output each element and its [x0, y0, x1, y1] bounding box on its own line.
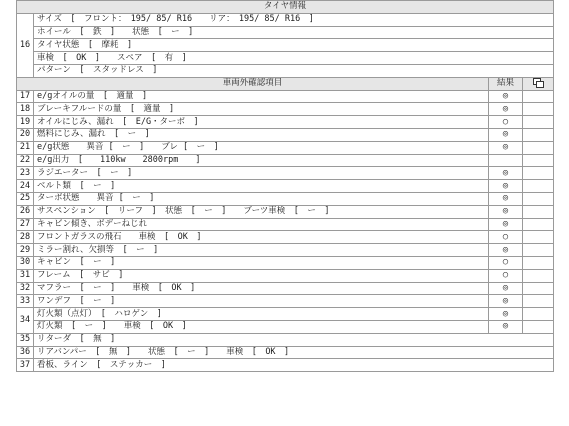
result-mark: ○ — [489, 256, 523, 269]
result-mark: ◎ — [489, 320, 523, 333]
tire-row — [17, 64, 554, 77]
blank-cell — [523, 218, 554, 231]
tire-condition-line: タイヤ状態 [ 摩耗 ] — [34, 39, 554, 52]
table-row — [17, 308, 554, 321]
tail-rows — [17, 333, 554, 371]
result-mark: ◎ — [489, 180, 523, 193]
blank-cell — [523, 256, 554, 269]
item-number: 24 — [17, 180, 34, 193]
tire-row — [17, 13, 554, 26]
item-number: 37 — [17, 359, 34, 372]
blank-cell — [523, 180, 554, 193]
table-row — [17, 256, 554, 269]
result-mark: ◎ — [489, 295, 523, 308]
item-text: 灯火類（点灯） [ ハロゲン ] — [34, 308, 489, 321]
table-row — [17, 103, 554, 116]
item-text: ワンデフ [ ー ] — [34, 295, 489, 308]
item-number: 27 — [17, 218, 34, 231]
item-number: 30 — [17, 256, 34, 269]
table-row — [17, 116, 554, 129]
table-row — [17, 180, 554, 193]
result-mark: ◎ — [489, 282, 523, 295]
item-number: 36 — [17, 346, 34, 359]
blank-cell — [523, 282, 554, 295]
table-row — [17, 333, 554, 346]
exterior-check-header — [17, 77, 554, 90]
exterior-check-title: 車両外確認項目 — [17, 77, 489, 90]
table-row — [17, 359, 554, 372]
item-text: 燃料にじみ、漏れ [ ー ] — [34, 128, 489, 141]
result-column-header: 結果 — [489, 77, 523, 90]
result-mark: ◎ — [489, 205, 523, 218]
item-text: オイルにじみ、漏れ [ E/G・ターボ ] — [34, 116, 489, 129]
blank-cell — [523, 308, 554, 321]
result-mark: ◎ — [489, 90, 523, 103]
item-text: サスペンション [ リーフ ] 状態 [ ー ] ブーツ車検 [ ー ] — [34, 205, 489, 218]
item-number: 23 — [17, 167, 34, 180]
blank-cell — [523, 141, 554, 154]
tire-row — [17, 39, 554, 52]
item-number: 17 — [17, 90, 34, 103]
blank-cell — [523, 116, 554, 129]
item-text: ブレーキフルードの量 [ 適量 ] — [34, 103, 489, 116]
result-mark: ◎ — [489, 308, 523, 321]
tire-size-line: サイズ [ フロント： 195/ 85/ R16 リア： 195/ 85/ R16 ] — [34, 13, 554, 26]
table-row — [17, 167, 554, 180]
result-mark: ◎ — [489, 103, 523, 116]
result-mark: ◎ — [489, 244, 523, 257]
blank-cell — [523, 103, 554, 116]
item-text: フレーム [ サビ ] — [34, 269, 489, 282]
result-mark: ◎ — [489, 218, 523, 231]
blank-cell — [523, 295, 554, 308]
table-row — [17, 90, 554, 103]
item-text: ターボ状態 異音 [ ー ] — [34, 192, 489, 205]
wheel-line: ホイール [ 鉄 ] 状態 [ ー ] — [34, 26, 554, 39]
item-number: 31 — [17, 269, 34, 282]
table-row — [17, 320, 554, 333]
table-row — [17, 269, 554, 282]
blank-cell — [523, 167, 554, 180]
result-mark: ◎ — [489, 141, 523, 154]
tire-item-number: 16 — [17, 13, 34, 77]
inspection-table — [16, 0, 554, 372]
blank-cell — [523, 192, 554, 205]
item-text: キャビン [ ー ] — [34, 256, 489, 269]
item-text: ラジエーター [ ー ] — [34, 167, 489, 180]
item-text: マフラー [ ー ] 車検 [ OK ] — [34, 282, 489, 295]
item-text: キャビン傾き、ボデーねじれ — [34, 218, 489, 231]
item-text: 灯火類 [ ー ] 車検 [ OK ] — [34, 320, 489, 333]
item-text: e/g状態 異音 [ ー ] ブレ [ ー ] — [34, 141, 489, 154]
item-number: 28 — [17, 231, 34, 244]
item-number: 35 — [17, 333, 34, 346]
item-text: ベルト類 [ ー ] — [34, 180, 489, 193]
copy-button[interactable] — [523, 77, 554, 90]
tire-row — [17, 26, 554, 39]
table-row — [17, 282, 554, 295]
inspection-spare-line: 車検 [ OK ] スペア [ 有 ] — [34, 52, 554, 65]
table-row — [17, 244, 554, 257]
result-mark: ◎ — [489, 192, 523, 205]
tire-info-header — [17, 1, 554, 14]
table-row — [17, 128, 554, 141]
copy-icon — [533, 78, 543, 87]
item-number: 34 — [17, 308, 34, 334]
check-rows — [17, 90, 554, 308]
inspection-sheet — [16, 0, 553, 372]
result-mark: ○ — [489, 269, 523, 282]
blank-cell — [523, 231, 554, 244]
item-number: 29 — [17, 244, 34, 257]
table-row — [17, 218, 554, 231]
result-mark: ◎ — [489, 167, 523, 180]
blank-cell — [523, 269, 554, 282]
blank-cell — [523, 128, 554, 141]
result-mark — [489, 154, 523, 167]
table-row — [17, 141, 554, 154]
blank-cell — [523, 90, 554, 103]
table-row — [17, 231, 554, 244]
item-text: フロントガラスの飛石 車検 [ OK ] — [34, 231, 489, 244]
table-row — [17, 346, 554, 359]
item-text: ミラー割れ、欠損等 [ ー ] — [34, 244, 489, 257]
table-row — [17, 192, 554, 205]
item-text: e/gオイルの量 [ 適量 ] — [34, 90, 489, 103]
blank-cell — [523, 244, 554, 257]
result-mark: ○ — [489, 116, 523, 129]
item-number: 25 — [17, 192, 34, 205]
item-number: 32 — [17, 282, 34, 295]
table-row — [17, 205, 554, 218]
item-text: 看板、ライン [ ステッカー ] — [34, 359, 554, 372]
table-row — [17, 154, 554, 167]
item-text: リアバンパー [ 無 ] 状態 [ ー ] 車検 [ OK ] — [34, 346, 554, 359]
item-number: 33 — [17, 295, 34, 308]
result-mark: ○ — [489, 231, 523, 244]
item-number: 19 — [17, 116, 34, 129]
item-number: 26 — [17, 205, 34, 218]
item-number: 18 — [17, 103, 34, 116]
blank-cell — [523, 205, 554, 218]
item-number: 22 — [17, 154, 34, 167]
item-text: リターダ [ 無 ] — [34, 333, 554, 346]
tire-row — [17, 52, 554, 65]
blank-cell — [523, 154, 554, 167]
item-number: 21 — [17, 141, 34, 154]
result-mark: ◎ — [489, 128, 523, 141]
item-text: e/g出力 [ 110kw 2800rpm ] — [34, 154, 489, 167]
tire-info-title: タイヤ情報 — [17, 1, 554, 14]
table-row — [17, 295, 554, 308]
item-number: 20 — [17, 128, 34, 141]
blank-cell — [523, 320, 554, 333]
tread-pattern-line: パターン [ スタッドレス ] — [34, 64, 554, 77]
